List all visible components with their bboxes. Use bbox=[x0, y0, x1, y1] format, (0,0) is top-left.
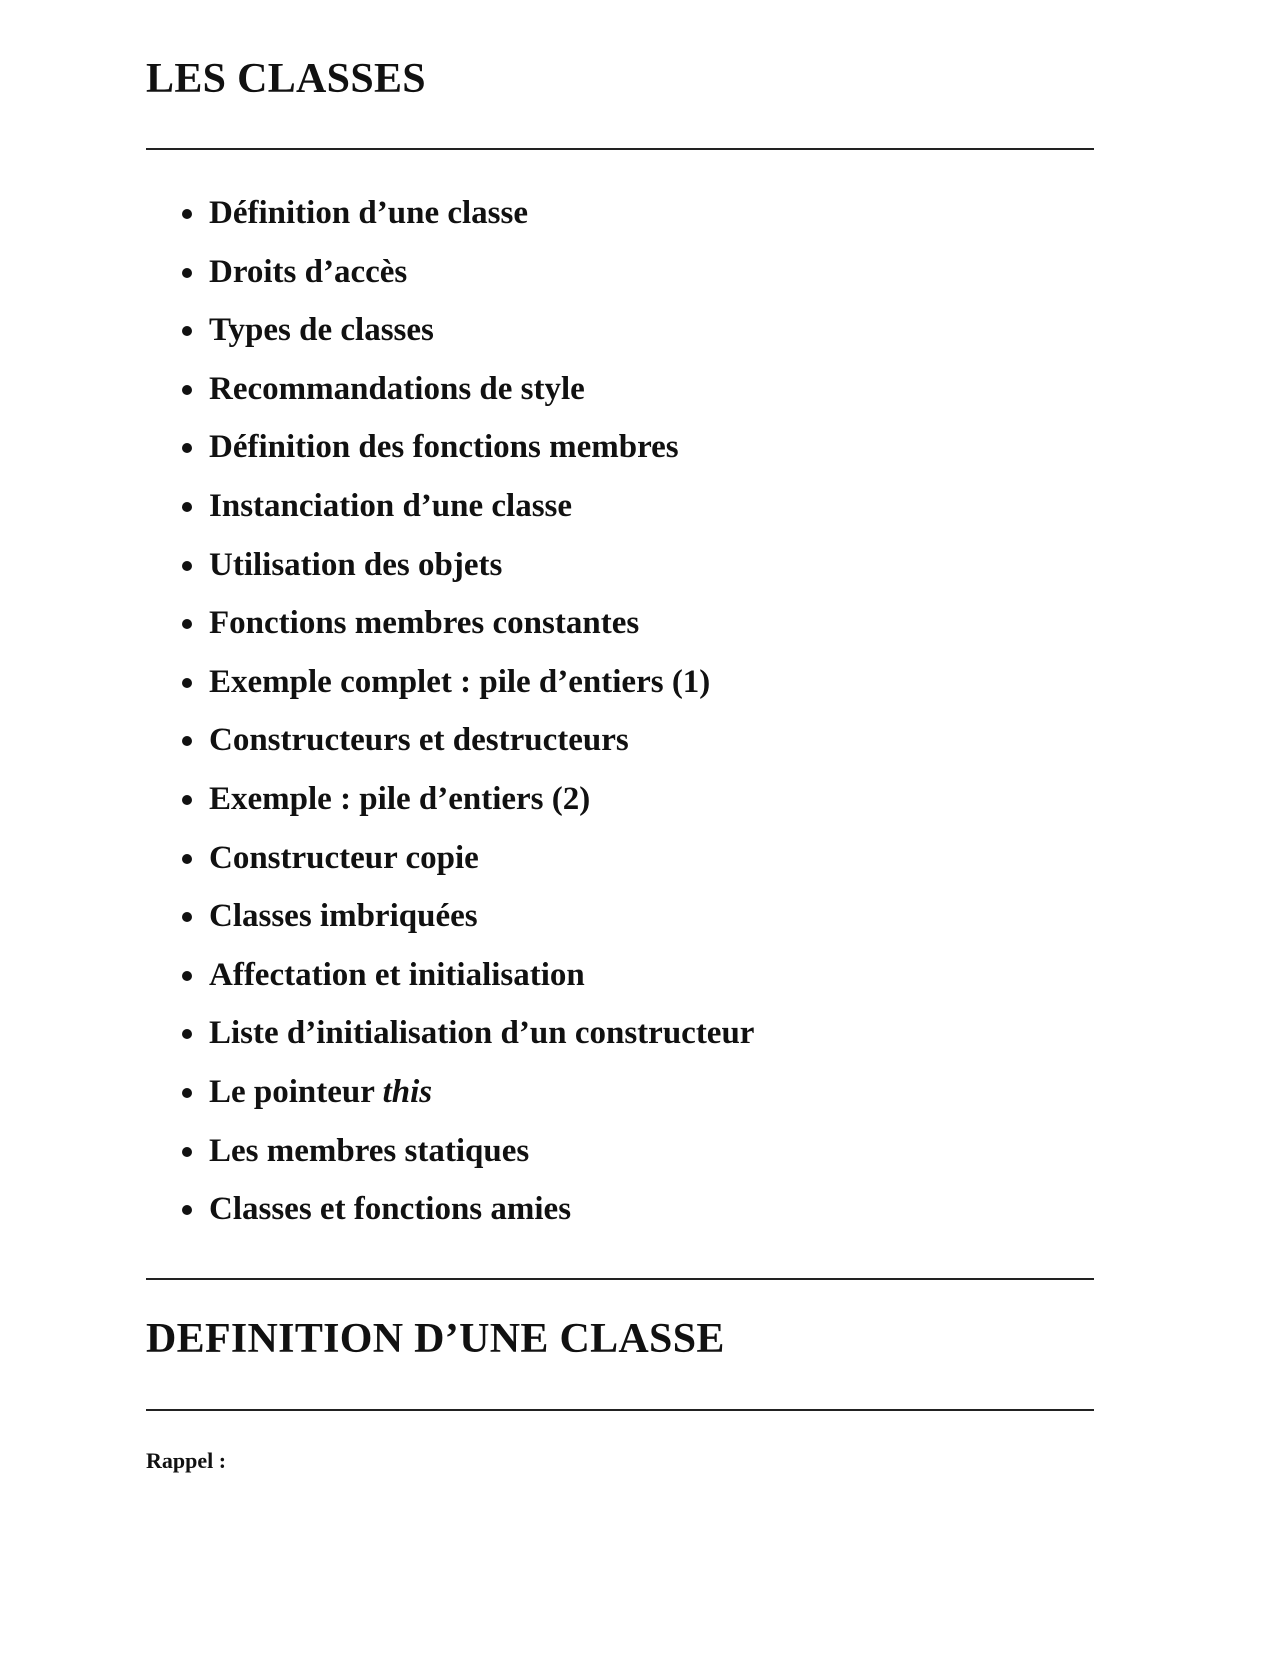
toc-item-text: Les membres statiques bbox=[209, 1132, 530, 1169]
toc-item-text: Exemple : pile d’entiers (2) bbox=[209, 780, 591, 817]
bullet-icon bbox=[182, 854, 192, 864]
toc-item-text: Utilisation des objets bbox=[209, 546, 503, 583]
table-of-contents bbox=[146, 192, 754, 1247]
toc-item-text: Classes et fonctions amies bbox=[209, 1191, 572, 1228]
toc-item bbox=[146, 602, 754, 661]
bullet-icon bbox=[182, 1029, 192, 1039]
bullet-icon bbox=[182, 795, 192, 805]
toc-item-text: Droits d’accès bbox=[209, 253, 408, 290]
divider-section bbox=[146, 1409, 1094, 1411]
bullet-icon bbox=[182, 502, 192, 512]
toc-item-text: Définition d’une classe bbox=[209, 195, 529, 231]
toc-item-text: Liste d’initialisation d’un constructeur bbox=[209, 1015, 755, 1052]
toc-item bbox=[146, 895, 754, 954]
toc-item bbox=[146, 485, 754, 544]
toc-item bbox=[146, 1188, 754, 1247]
toc-item bbox=[146, 837, 754, 896]
toc-item bbox=[146, 1130, 754, 1189]
toc-item bbox=[146, 544, 754, 603]
toc-item bbox=[146, 1012, 754, 1071]
toc-item-text: Exemple complet : pile d’entiers (1) bbox=[209, 663, 711, 700]
toc-item-text: Constructeurs et destructeurs bbox=[209, 722, 629, 759]
bullet-icon bbox=[182, 1088, 192, 1098]
toc-item-text: Classes imbriquées bbox=[209, 898, 478, 935]
toc-item-text: Affectation et initialisation bbox=[209, 956, 585, 993]
toc-item bbox=[146, 661, 754, 720]
bullet-icon bbox=[182, 268, 192, 278]
toc-item bbox=[146, 954, 754, 1013]
bullet-icon bbox=[182, 971, 192, 981]
toc-item-text: Instanciation d’une classe bbox=[209, 487, 573, 524]
bullet-icon bbox=[182, 1205, 192, 1215]
divider-middle bbox=[146, 1278, 1094, 1280]
bullet-icon bbox=[182, 1147, 192, 1157]
toc-item bbox=[146, 719, 754, 778]
bullet-icon bbox=[182, 326, 192, 336]
section-title: DEFINITION D’UNE CLASSE bbox=[146, 1316, 725, 1362]
bullet-icon bbox=[182, 561, 192, 571]
bullet-icon bbox=[182, 912, 192, 922]
toc-item-text: Le pointeur bbox=[209, 1073, 383, 1110]
bullet-icon bbox=[182, 736, 192, 746]
divider-top bbox=[146, 148, 1094, 150]
toc-item bbox=[146, 778, 754, 837]
toc-item-text: Fonctions membres constantes bbox=[209, 605, 640, 642]
toc-item bbox=[146, 251, 754, 310]
page-title: LES CLASSES bbox=[146, 56, 426, 102]
bullet-icon bbox=[182, 619, 192, 629]
bullet-icon bbox=[182, 678, 192, 688]
toc-item-text: Définition des fonctions membres bbox=[209, 429, 679, 466]
toc-item bbox=[146, 426, 754, 485]
toc-item-text: Types de classes bbox=[209, 312, 434, 349]
bullet-icon bbox=[182, 385, 192, 395]
toc-item-italic-text: this bbox=[382, 1073, 433, 1110]
bullet-icon bbox=[182, 443, 192, 453]
toc-item bbox=[146, 309, 754, 368]
toc-item-text: Constructeur copie bbox=[209, 839, 479, 876]
rappel-label: Rappel : bbox=[146, 1448, 227, 1473]
toc-item-text: Recommandations de style bbox=[209, 370, 585, 407]
toc-item bbox=[146, 368, 754, 427]
toc-item bbox=[146, 192, 754, 251]
toc-item bbox=[146, 1071, 754, 1130]
bullet-icon bbox=[182, 209, 192, 219]
